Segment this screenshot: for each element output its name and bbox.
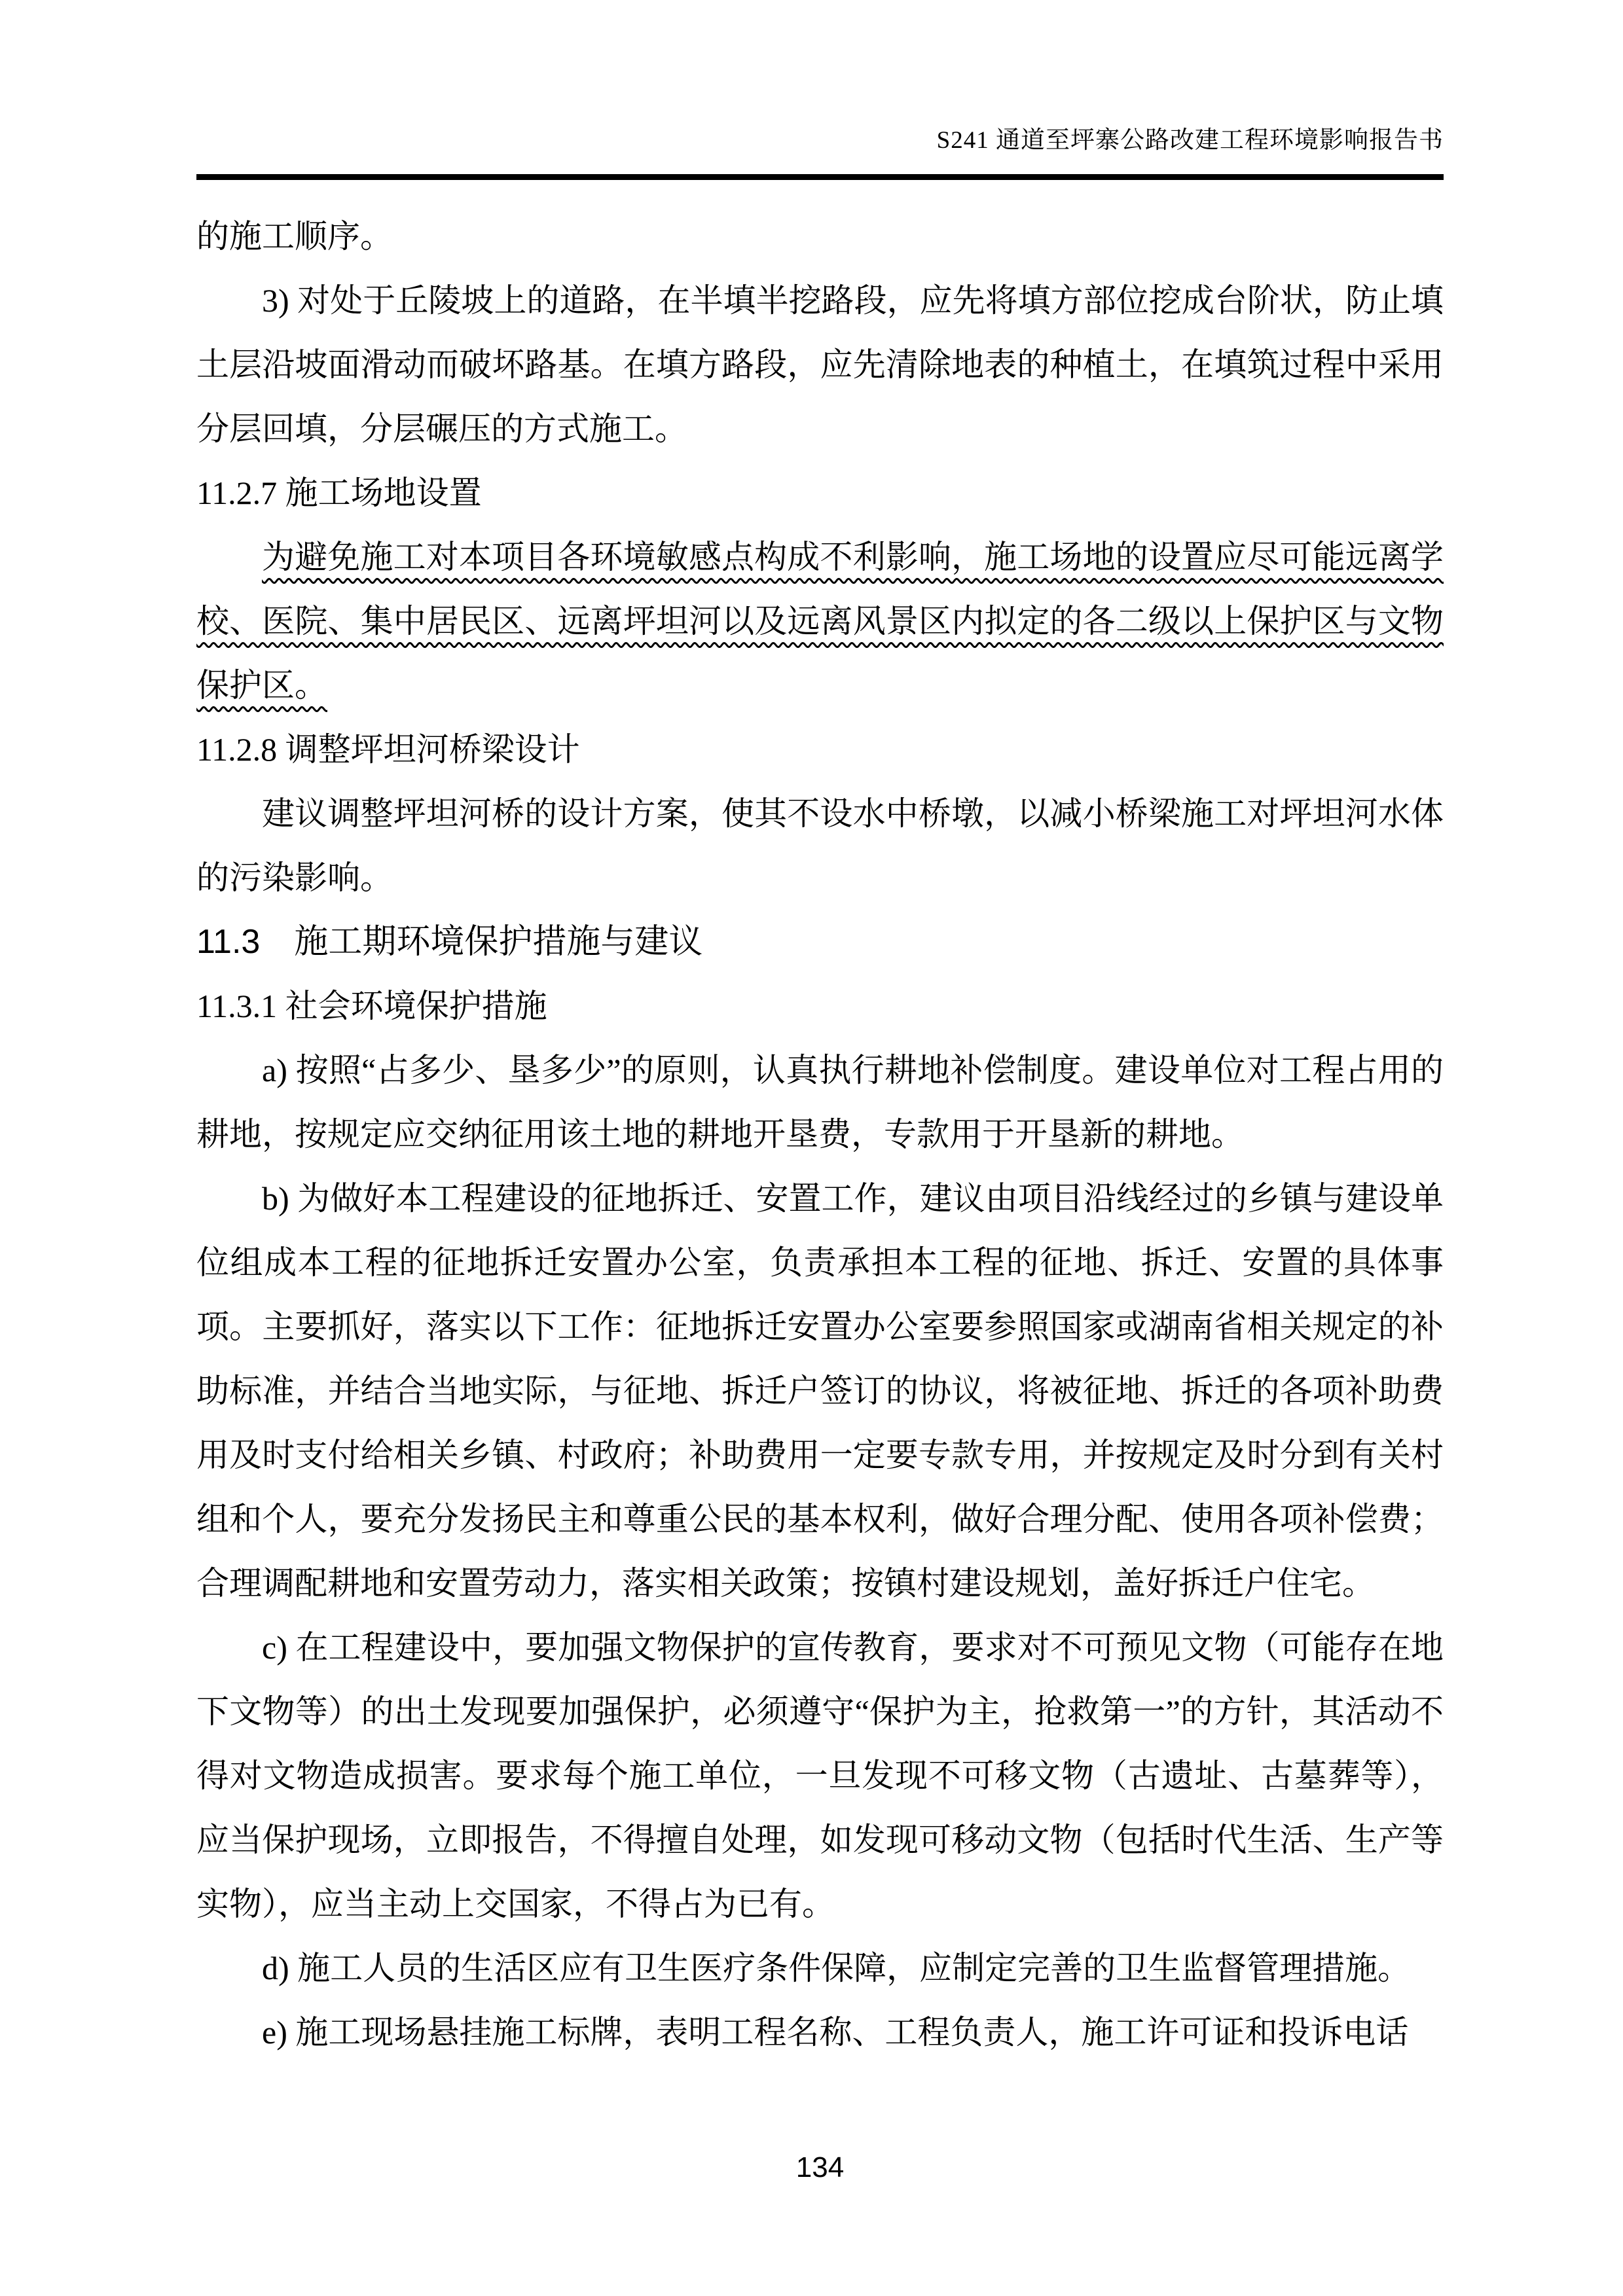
page-footer xyxy=(196,2152,1444,2183)
heading-11-3-1-social-environment-measures: 11.3.1 社会环境保护措施 xyxy=(196,988,547,1024)
lettered-item-c-cultural-relics-protection: c) 在工程建设中，要加强文物保护的宣传教育，要求对不可预见文物（可能存在地下文物等）的出土发现要加强保护，必须遵守“保护为主，抢救第一”的方针，其活动不得对文物造成损害。要求每个施工单位，一旦发现不可移文物（古遗址、古墓葬等），应当保护现场，立即报告，不得擅自处理，如发现可移动文物（包括时代生活、生产等实物），应当主动上交国家，不得占为已有。 xyxy=(196,1629,1444,1922)
paragraph-bridge-design: 建议调整坪坦河桥的设计方案，使其不设水中桥墩，以减小桥梁施工对坪坦河水体的污染影响。 xyxy=(196,795,1444,896)
document-body xyxy=(196,204,1444,2064)
lettered-item-d-worker-sanitation: d) 施工人员的生活区应有卫生医疗条件保障，应制定完善的卫生监督管理措施。 xyxy=(262,1950,1411,1986)
page-number: 134 xyxy=(795,2151,845,2183)
heading-11-2-8-bridge-design-adjustment: 11.2.8 调整坪坦河桥梁设计 xyxy=(196,731,580,768)
page-header-title: S241 通道至坪寨公路改建工程环境影响报告书 xyxy=(936,127,1444,154)
lettered-item-b-land-requisition-resettlement: b) 为做好本工程建设的征地拆迁、安置工作，建议由项目沿线经过的乡镇与建设单位组成本工程的征地拆迁安置办公室，负责承担本工程的征地、拆迁、安置的具体事项。主要抓好，落实以下工作：征地拆迁安置办公室要参照国家或湖南省相关规定的补助标准，并结合当地实际，与征地、拆迁户签订的协议，将被征地、拆迁的各项补助费用及时支付给相关乡镇、村政府；补助费用一定要专款专用，并按规定及时分到有关村组和个人，要充分发扬民主和尊重公民的基本权利，做好合理分配、使用各项补偿费；合理调配耕地和安置劳动力，落实相关政策；按镇村建设规划，盖好拆迁户住宅。 xyxy=(196,1180,1444,1602)
lettered-item-e-construction-signboard: e) 施工现场悬挂施工标牌，表明工程名称、工程负责人，施工许可证和投诉电话 xyxy=(262,2014,1409,2051)
numbered-item-3: 3) 对处于丘陵坡上的道路，在半填半挖路段，应先将填方部位挖成台阶状，防止填土层沿坡面滑动而破坏路基。在填方路段，应先清除地表的种植土，在填筑过程中采用分层回填，分层碾压的方式施工。 xyxy=(196,282,1444,447)
page-header xyxy=(196,124,1444,180)
lettered-item-a-farmland-compensation: a) 按照“占多少、垦多少”的原则，认真执行耕地补偿制度。建设单位对工程占用的耕地，按规定应交纳征用该土地的耕地开垦费，专款用于开垦新的耕地。 xyxy=(196,1052,1444,1153)
paragraph-construction-sequence-continuation: 的施工顺序。 xyxy=(196,218,393,255)
heading-11-3-construction-period-measures: 11.3 施工期环境保护措施与建议 xyxy=(196,923,703,961)
heading-11-2-7-construction-site-setup: 11.2.7 施工场地设置 xyxy=(196,475,482,511)
paragraph-site-setup-wavy-underlined: 为避免施工对本项目各环境敏感点构成不利影响，施工场地的设置应尽可能远离学校、医院、集中居民区、远离坪坦河以及远离风景区内拟定的各二级以上保护区与文物保护区。 xyxy=(196,539,1444,704)
